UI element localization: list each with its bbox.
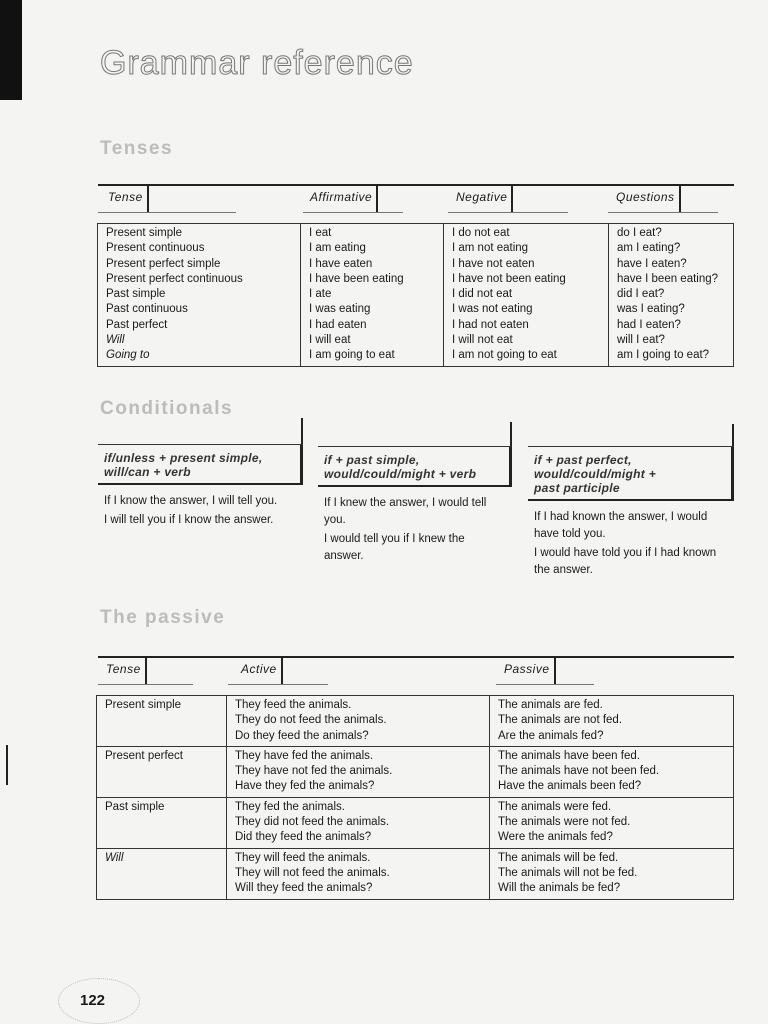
tenses-q-0: do I eat? <box>617 227 662 239</box>
passive-active-sentence: They have not fed the animals. <box>235 765 393 778</box>
passive-row <box>97 797 734 848</box>
tenses-tense-6: Past perfect <box>106 318 168 331</box>
conditional-examples-second: If I knew the answer, I would tell you. I would tell you if I knew the answer. <box>324 497 487 562</box>
passive-tense-label: Will <box>105 851 124 864</box>
tenses-neg-1: I am not eating <box>452 242 529 255</box>
tenses-tense-1: Present continuous <box>106 242 205 255</box>
passive-active-sentence: Have they fed the animals? <box>235 780 375 793</box>
tenses-tense-0: Present simple <box>106 227 183 239</box>
tenses-aff-5: I was eating <box>309 303 371 316</box>
tenses-tense-7: Will <box>106 334 125 347</box>
passive-passive-sentence: Were the animals fed? <box>498 831 613 844</box>
conditional-box-first <box>98 444 303 531</box>
page-number: 122 <box>80 992 106 1009</box>
tenses-q-5: was I eating? <box>617 303 685 316</box>
conditional-examples-third: If I had known the answer, I would have told you. I would have told you if I had known the answer. <box>534 511 717 576</box>
margin-mark <box>6 745 8 785</box>
conditional-rule-third: if + past perfect, would/could/might + past participle <box>528 446 734 501</box>
conditional-rule-first: if/unless + present simple, will/can + verb <box>98 444 303 485</box>
passive-tense-label: Present perfect <box>105 749 183 762</box>
tenses-aff-3: I have been eating <box>309 272 404 285</box>
passive-active-sentence: They have fed the animals. <box>235 749 374 762</box>
tenses-q-2: have I eaten? <box>617 257 687 270</box>
tenses-aff-1: I am eating <box>309 242 366 255</box>
passive-active-sentence: Will they feed the animals? <box>235 882 373 895</box>
conditional-box-third <box>528 446 734 581</box>
tenses-q-6: had I eaten? <box>617 318 681 331</box>
tenses-neg-8: I am not going to eat <box>452 349 557 362</box>
passive-active-sentence: Did they feed the animals? <box>235 831 372 844</box>
tenses-aff-2: I have eaten <box>309 257 373 270</box>
tenses-neg-2: I have not eaten <box>452 257 535 270</box>
tenses-aff-7: I will eat <box>309 334 351 347</box>
passive-row <box>97 696 734 747</box>
passive-passive-sentence: The animals were fed. <box>498 800 612 813</box>
tenses-q-1: am I eating? <box>617 242 681 255</box>
tenses-header <box>98 184 734 216</box>
passive-passive-sentence: Have the animals been fed? <box>498 780 642 793</box>
passive-passive-sentence: The animals will be fed. <box>498 851 619 864</box>
tenses-q-8: am I going to eat? <box>617 349 710 362</box>
passive-col-tense: Tense <box>106 662 141 676</box>
passive-passive-sentence: Are the animals fed? <box>498 729 604 742</box>
passive-passive-sentence: The animals will not be fed. <box>498 866 638 879</box>
passive-active-sentence: They will not feed the animals. <box>235 866 390 879</box>
tenses-neg-6: I had not eaten <box>452 318 529 331</box>
tenses-aff-6: I had eaten <box>309 318 367 331</box>
passive-tense-label: Present simple <box>105 699 182 711</box>
conditional-examples-first: If I know the answer, I will tell you. I will tell you if I know the answer. <box>104 495 278 526</box>
negative-col-cell <box>444 224 609 367</box>
tenses-col-affirmative: Affirmative <box>310 190 373 204</box>
tenses-q-4: did I eat? <box>617 288 665 301</box>
passive-passive-sentence: Will the animals be fed? <box>498 882 621 895</box>
passive-passive-sentence: The animals have been fed. <box>498 749 640 762</box>
passive-row <box>97 848 734 899</box>
passive-col-passive: Passive <box>504 662 550 676</box>
tenses-neg-3: I have not been eating <box>452 272 566 285</box>
passive-table <box>96 695 734 900</box>
tenses-tense-5: Past continuous <box>106 303 188 316</box>
passive-passive-sentence: The animals have not been fed. <box>498 765 660 778</box>
tenses-q-3: have I been eating? <box>617 272 719 285</box>
tenses-neg-5: I was not eating <box>452 303 533 316</box>
tenses-q-7: will I eat? <box>617 334 665 347</box>
passive-active-sentence: Do they feed the animals? <box>235 729 369 742</box>
tenses-col-questions: Questions <box>616 190 675 204</box>
passive-header <box>98 656 734 688</box>
page-title: Grammar reference <box>100 44 414 82</box>
tenses-heading: Tenses <box>100 138 174 159</box>
questions-col-cell <box>609 224 734 367</box>
passive-active-sentence: They did not feed the animals. <box>235 816 390 829</box>
conditional-box-second <box>318 446 512 567</box>
tenses-aff-0: I eat <box>309 227 332 239</box>
passive-tense-label: Past simple <box>105 800 165 813</box>
passive-active-sentence: They fed the animals. <box>235 800 345 813</box>
affirmative-col-cell <box>301 224 444 367</box>
passive-passive-sentence: The animals are fed. <box>498 699 603 711</box>
passive-col-active: Active <box>241 662 277 676</box>
tenses-neg-7: I will not eat <box>452 334 513 347</box>
tenses-tense-2: Present perfect simple <box>106 257 221 270</box>
passive-heading: The passive <box>100 607 226 628</box>
tenses-tense-8: Going to <box>106 349 150 362</box>
passive-passive-sentence: The animals were not fed. <box>498 816 631 829</box>
passive-passive-sentence: The animals are not fed. <box>498 714 623 727</box>
binding-edge <box>0 0 22 100</box>
tenses-aff-8: I am going to eat <box>309 349 395 362</box>
passive-row <box>97 746 734 797</box>
tenses-tense-4: Past simple <box>106 288 166 301</box>
passive-active-sentence: They feed the animals. <box>235 699 352 711</box>
passive-active-sentence: They will feed the animals. <box>235 851 371 864</box>
conditionals-heading: Conditionals <box>100 398 234 419</box>
tenses-neg-0: I do not eat <box>452 227 510 239</box>
tenses-tense-3: Present perfect continuous <box>106 272 243 285</box>
passive-active-sentence: They do not feed the animals. <box>235 714 387 727</box>
tenses-neg-4: I did not eat <box>452 288 513 301</box>
tenses-table <box>97 223 734 367</box>
tenses-col-tense: Tense <box>108 190 143 204</box>
tenses-col-negative: Negative <box>456 190 508 204</box>
conditional-rule-second: if + past simple, would/could/might + verb <box>318 446 512 487</box>
tenses-col-cell <box>98 224 301 367</box>
tenses-aff-4: I ate <box>309 288 332 301</box>
